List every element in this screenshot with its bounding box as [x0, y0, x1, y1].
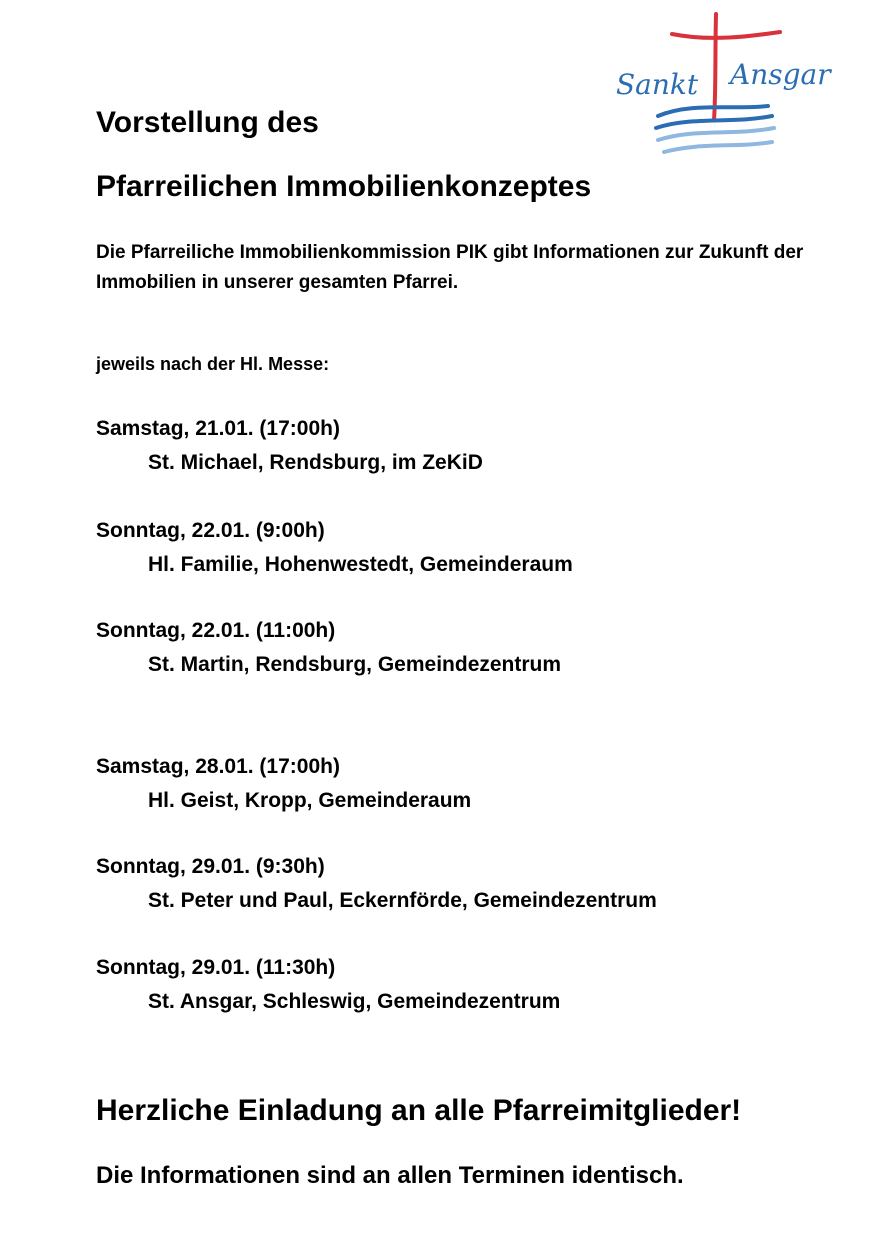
intro-text: Die Pfarreiliche Immobilienkommission PIK gibt Informationen zur Zukunft der Immobilien in unserer gesamten Pfarrei. [96, 242, 804, 293]
title-line-1: Vorstellung des [96, 106, 319, 139]
footer-note: Die Informationen sind an allen Terminen identisch. [96, 1162, 684, 1189]
event-item [96, 514, 573, 582]
event-date: Samstag, 28.01. (17:00h) [96, 755, 340, 778]
mass-note: jeweils nach der Hl. Messe: [96, 354, 330, 374]
event-item [96, 614, 561, 682]
logo-text-left: Sankt [616, 68, 699, 101]
event-item [96, 750, 471, 818]
event-place: Hl. Geist, Kropp, Gemeinderaum [148, 789, 472, 812]
event-date: Sonntag, 29.01. (9:30h) [96, 855, 325, 878]
event-place: St. Ansgar, Schleswig, Gemeindezentrum [148, 990, 561, 1013]
logo-text-right: Ansgar [730, 58, 831, 91]
event-place: Hl. Familie, Hohenwestedt, Gemeinderaum [148, 553, 573, 576]
closing-invitation: Herzliche Einladung an alle Pfarreimitglieder! [96, 1094, 742, 1127]
event-place: St. Peter und Paul, Eckernförde, Gemeindezentrum [148, 889, 657, 912]
event-item [96, 412, 483, 480]
event-date: Sonntag, 22.01. (9:00h) [96, 519, 325, 542]
event-place: St. Michael, Rendsburg, im ZeKiD [148, 451, 483, 474]
event-place: St. Martin, Rendsburg, Gemeindezentrum [148, 653, 562, 676]
event-date: Samstag, 21.01. (17:00h) [96, 417, 340, 440]
cross-waves-logo-icon [612, 12, 842, 160]
sankt-ansgar-logo [612, 12, 842, 160]
event-date: Sonntag, 29.01. (11:30h) [96, 956, 336, 979]
event-item [96, 850, 657, 918]
event-date: Sonntag, 22.01. (11:00h) [96, 619, 336, 642]
event-item [96, 951, 560, 1019]
title-line-2: Pfarreilichen Immobilienkonzeptes [96, 170, 592, 203]
